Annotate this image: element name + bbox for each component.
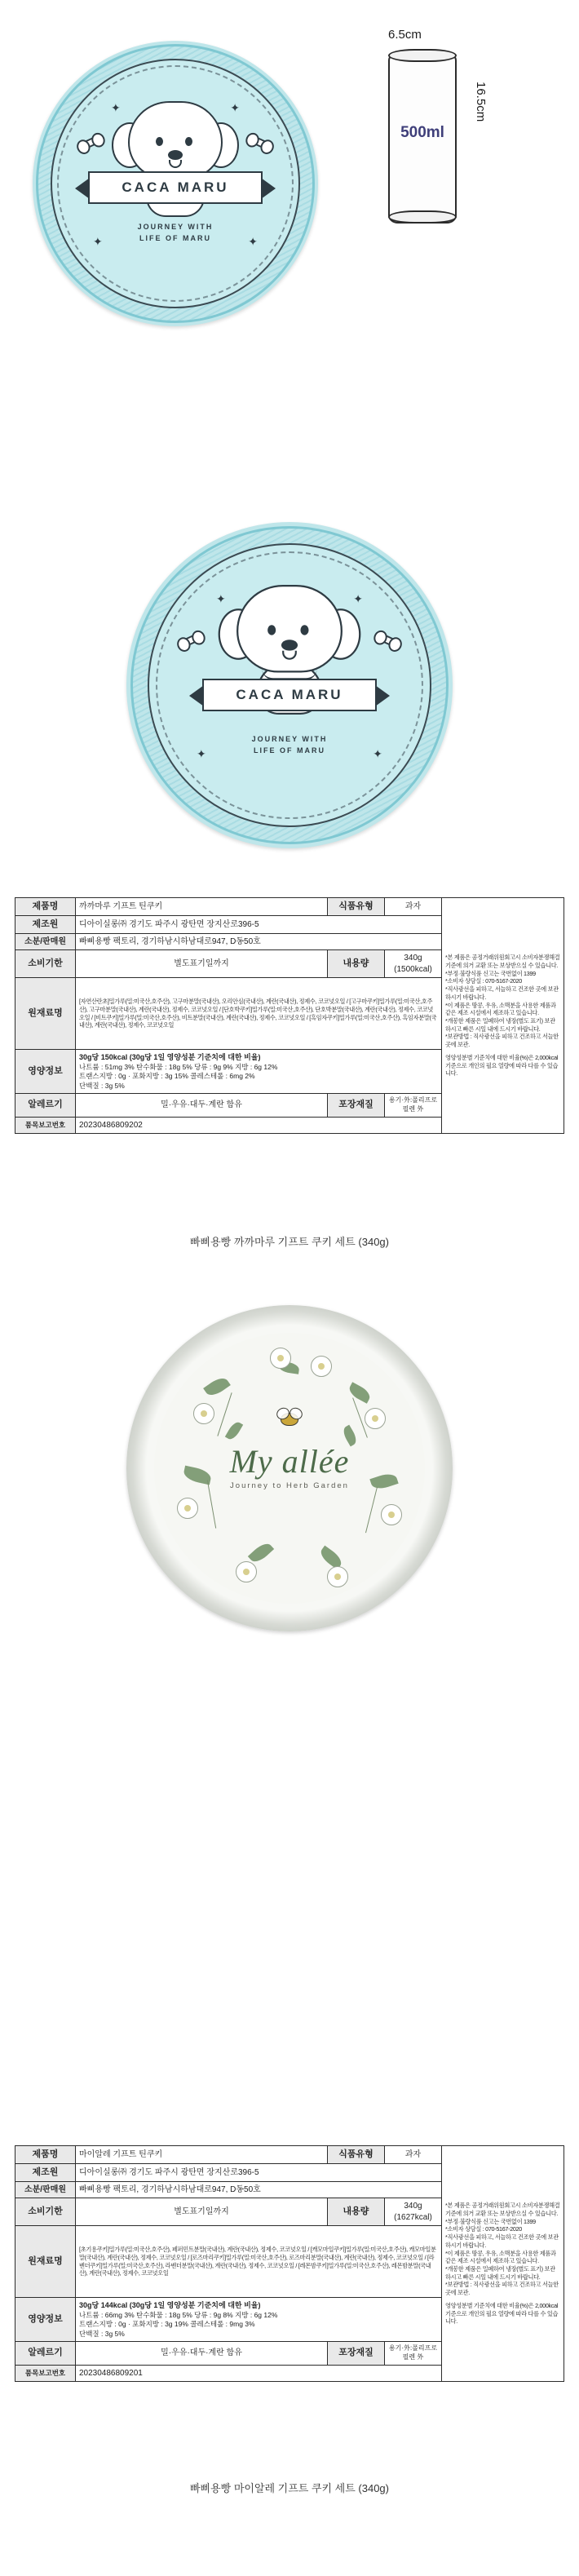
product2-notes	[442, 2146, 564, 2382]
value-report-code: 20230486809202	[76, 1117, 442, 1134]
value-maker: 디아이실롱㈜ 경기도 파주시 광탄면 장지산로396-5	[76, 915, 442, 933]
star-icon: ✦	[111, 101, 121, 114]
label-allergy: 알레르기	[15, 2342, 76, 2366]
value-expiry: 별도표기일까지	[76, 2198, 328, 2226]
label-package: 포장재질	[328, 1094, 385, 1118]
label-volume: 내용량	[328, 950, 385, 978]
tagline-line-1: JOURNEY WITH	[137, 223, 214, 231]
flower-icon	[193, 1403, 214, 1424]
star-icon: ✦	[353, 592, 363, 605]
caca-maru-tin-small	[33, 41, 318, 326]
product2-caption: 빠삐용빵 마이알레 기프트 쿠키 세트 (340g)	[189, 2482, 389, 2494]
note-line: *부정·불량식품 신고는 국번없이 1399	[445, 2217, 536, 2225]
value-ingredients: [자연산란초]밀가루(밀:미국산,호주산), 고구마분말(국내산), 오리안심(국내산), 계란(국내산), 정제수, 코코넛오일 / [고구마쿠키]밀가루(밀:미국산,호주산), 고구마분말(국내산), 계란(국내산), 정제수, 코코넛오일 / [단호박쿠키]밀가루(밀:미국산,호주산), 단호박분말(국내산), 계란(국내산), 정제수, 코코넛오일 / [비트쿠키]밀가루(밀:미국산,호주산), 비트분말(국내산), 계란(국내산), 정제수, 코코넛오일 / [흑임자쿠키]밀가루(밀:미국산,호주산), 흑임자분말(국내산), 계란(국내산), 정제수, 코코넛오일	[76, 978, 442, 1050]
herb-tin-title: My allée	[229, 1443, 350, 1480]
value-seller: 빠삐용빵 팩토리, 경기하남시하남대로947, D동50호	[76, 2181, 442, 2198]
dog-illustration	[110, 101, 241, 224]
label-maker: 제조원	[15, 915, 76, 933]
label-expiry: 소비기한	[15, 2198, 76, 2226]
nutrition-line: 트랜스지방 : 0g · 포화지방 : 3g 15% 콜레스테롤 : 6mg 2%	[79, 1072, 255, 1081]
note-line: *이 제품은 땅콩, 우유, 소맥분을 사용한 제품과 같은 제조 시설에서 제조하고 있습니다.	[445, 2249, 556, 2265]
value-volume: 340g (1627kcal)	[385, 2198, 442, 2226]
value-product-name: 마이알레 기프트 틴쿠키	[76, 2146, 328, 2164]
label-nutrition: 영양정보	[15, 1050, 76, 1094]
note-line: *이 제품은 땅콩, 우유, 소맥분을 사용한 제품과 같은 제조 시설에서 제조하고 있습니다.	[445, 1001, 556, 1017]
value-seller: 빠삐용빵 팩토리, 경기하남시하남대로947, D동50호	[76, 933, 442, 950]
note-line: *소비자 상담실 : 070-5167-2020	[445, 977, 523, 985]
flower-icon	[365, 1408, 386, 1429]
label-ingredients: 원재료명	[15, 2226, 76, 2298]
star-icon: ✦	[248, 235, 258, 248]
note-line: 영양성분별 기준치에 대한 비율(%)은 2,000kcal 기준으로 개인의 필요 열량에 따라 다를 수 있습니다.	[445, 2301, 559, 2326]
value-volume: 340g (1500kcal)	[385, 950, 442, 978]
brand-tagline	[126, 734, 453, 756]
label-volume: 내용량	[328, 2198, 385, 2226]
star-icon: ✦	[216, 592, 226, 605]
brand-banner: CACA MARU	[202, 679, 377, 711]
can-volume-label: 500ml	[400, 124, 444, 141]
tagline-line-2: LIFE OF MARU	[254, 746, 325, 755]
flower-icon	[177, 1498, 198, 1519]
flower-icon	[327, 1566, 348, 1587]
note-line: *본 제품은 공정거래위원회고시 소비자분쟁해결기준에 의거 교환 또는 보상받으실 수 있습니다.	[445, 2202, 560, 2217]
label-food-type: 식품유형	[328, 2146, 385, 2164]
note-line: *직사광선을 피하고, 서늘하고 건조한 곳에 보관하시기 바랍니다.	[445, 985, 559, 1001]
note-line: *부정·불량식품 신고는 국번없이 1399	[445, 969, 536, 977]
product2-spec-table	[15, 2145, 564, 2382]
note-line: *보관방법 : 직사광선을 피하고 건조하고 서늘한 곳에 보관.	[445, 2281, 559, 2297]
flower-icon	[236, 1561, 257, 1582]
value-food-type: 과자	[385, 2146, 442, 2164]
note-line: *본 제품은 공정거래위원회고시 소비자분쟁해결기준에 의거 교환 또는 보상받으실 수 있습니다.	[445, 954, 560, 969]
flower-icon	[311, 1356, 332, 1377]
star-icon: ✦	[93, 235, 103, 248]
can-size-reference	[383, 28, 530, 285]
product1-spec-table	[15, 897, 564, 1134]
flower-icon	[381, 1504, 402, 1525]
label-food-type: 식품유형	[328, 898, 385, 916]
value-nutrition	[76, 2298, 442, 2342]
label-maker: 제조원	[15, 2163, 76, 2181]
note-line: 영양성분별 기준치에 대한 비율(%)은 2,000kcal 기준으로 개인의 필요 열량에 따라 다를 수 있습니다.	[445, 1053, 559, 1078]
note-line: *개봉한 제품은 밀폐하여 냉장(별도 표기) 보관하시고 빠른 시일 내에 드시기 바랍니다.	[445, 2264, 555, 2281]
tagline-line-1: JOURNEY WITH	[251, 735, 328, 743]
tagline-line-2: LIFE OF MARU	[139, 233, 211, 242]
value-allergy: 밀·우유·대두·계란 함유	[76, 1094, 328, 1118]
brand-tagline	[33, 222, 318, 244]
nutrition-line: 트랜스지방 : 0g · 포화지방 : 3g 19% 콜레스테롤 : 9mg 3%	[79, 2320, 255, 2329]
value-food-type: 과자	[385, 898, 442, 916]
hero-section	[0, 0, 579, 506]
label-nutrition: 영양정보	[15, 2298, 76, 2342]
value-package: 용기·外:폴리프로필렌 外	[385, 1094, 442, 1118]
nutrition-heading: 30g당 150kcal (30g당 1일 영양성분 기준치에 대한 비율)	[79, 1053, 261, 1062]
brand-banner: CACA MARU	[88, 171, 263, 204]
label-package: 포장재질	[328, 2342, 385, 2366]
nutrition-line: 나트륨 : 66mg 3% 탄수화물 : 18g 5% 당류 : 9g 8% 지방 : 6g 12%	[79, 2310, 278, 2319]
value-nutrition	[76, 1050, 442, 1094]
can-height-label: 16.5cm	[474, 82, 488, 122]
bee-icon	[281, 1413, 298, 1426]
caca-maru-tin-large	[126, 522, 453, 865]
note-line: *보관방법 : 직사광선을 피하고 건조하고 서늘한 곳에 보관.	[445, 1033, 559, 1049]
label-seller: 소분/판매원	[15, 933, 76, 950]
label-report-code: 품목보고번호	[15, 2365, 76, 2382]
nutrition-heading: 30g당 144kcal (30g당 1일 영양성분 기준치에 대한 비율)	[79, 2301, 261, 2310]
note-line: *직사광선을 피하고, 서늘하고 건조한 곳에 보관하시기 바랍니다.	[445, 2233, 559, 2249]
nutrition-line: 단백질 : 3g 5%	[79, 1081, 125, 1090]
label-product-name: 제품명	[15, 898, 76, 916]
label-allergy: 알레르기	[15, 1094, 76, 1118]
note-line: *개봉한 제품은 밀폐하여 냉장(별도 표기) 보관하시고 빠른 시일 내에 드시기 바랍니다.	[445, 1016, 555, 1033]
value-package: 용기·外:폴리프로필렌 外	[385, 2342, 442, 2366]
star-icon: ✦	[373, 747, 382, 760]
flower-icon	[270, 1348, 291, 1369]
product1-caption: 빠삐용빵 까까마루 기프트 쿠키 세트 (340g)	[189, 1236, 389, 1248]
value-expiry: 별도표기일까지	[76, 950, 328, 978]
label-expiry: 소비기한	[15, 950, 76, 978]
product1-notes	[442, 898, 564, 1134]
star-icon: ✦	[197, 747, 206, 760]
note-line: *소비자 상담실 : 070-5167-2020	[445, 2225, 523, 2233]
label-ingredients: 원재료명	[15, 978, 76, 1050]
value-ingredients: [초기용쿠키]밀가루(밀:미국산,호주산), 페퍼민트분말(국내산), 계란(국내산), 정제수, 코코넛오일 / [캐모마일쿠키]밀가루(밀:미국산,호주산), 캐모마일분말(국내산), 계란(국내산), 정제수, 코코넛오일 / [로즈마리쿠키]밀가루(밀:미국산,호주산), 로즈마리분말(국내산), 계란(국내산), 정제수, 코코넛오일 / [라벤더쿠키]밀가루(밀:미국산,호주산), 라벤더분말(국내산), 계란(국내산), 정제수, 코코넛오일 / [레몬밤쿠키]밀가루(밀:미국산,호주산), 레몬밤분말(국내산), 계란(국내산), 정제수, 코코넛오일	[76, 2226, 442, 2298]
star-icon: ✦	[230, 101, 240, 114]
nutrition-line: 나트륨 : 51mg 3% 탄수화물 : 18g 5% 당류 : 9g 9% 지방 : 6g 12%	[79, 1062, 278, 1071]
label-report-code: 품목보고번호	[15, 1117, 76, 1134]
value-product-name: 까까마루 기프트 틴쿠키	[76, 898, 328, 916]
label-seller: 소분/판매원	[15, 2181, 76, 2198]
can-width-label: 6.5cm	[388, 28, 422, 42]
value-report-code: 20230486809201	[76, 2365, 442, 2382]
label-product-name: 제품명	[15, 2146, 76, 2164]
value-maker: 디아이실롱㈜ 경기도 파주시 광탄면 장지산로396-5	[76, 2163, 442, 2181]
my-allee-tin	[126, 1305, 453, 1631]
value-allergy: 밀·우유·대두·계란 함유	[76, 2342, 328, 2366]
nutrition-line: 단백질 : 3g 5%	[79, 2329, 125, 2338]
herb-tin-subtitle: Journey to Herb Garden	[230, 1481, 349, 1490]
